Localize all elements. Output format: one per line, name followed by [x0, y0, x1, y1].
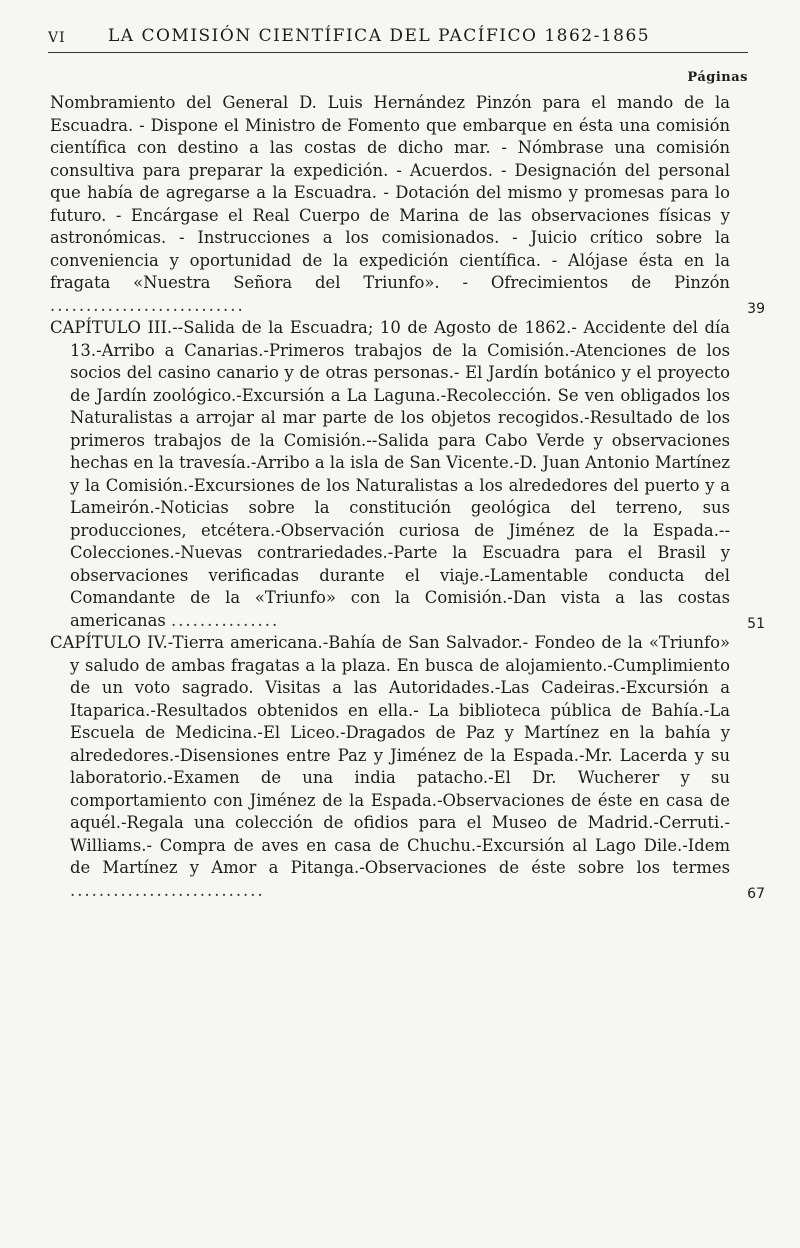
- dot-leader: ...............: [171, 610, 280, 630]
- toc-entry-body: CAPÍTULO IV.-Tierra americana.-Bahía de San Salvador.- Fondeo de la «Triunfo» y saludo de ambas fragatas a la plaza. En busca de alojamiento.-Cumplimiento de un voto sagrado. Visitas a las Autoridades.-Las Cadeiras.-Excursión a Itaparica.-Resultados obtenidos en ella.- La biblioteca pública de Bahía.-La Escuela de Medicina.-El Liceo.-Dragados de Paz y Martínez en la bahía y alrededores.-Disensiones entre Paz y Jiménez de la Espada.-Mr. Lacerda y su laboratorio.-Examen de una india patacho.-El Dr. Wucherer y su comportamiento con Jiménez de la Espada.-Observaciones de éste en casa de aquél.-Regala una colección de ofidios para el Museo de Madrid.-Cerruti.-Williams.- Compra de aves en casa de Chuchu.-Excursión al Lago Dile.-Idem de Martínez y Amor a Pitanga.-Observaciones de éste sobre los termes: [50, 633, 730, 877]
- pages-column-label: Páginas: [687, 70, 748, 85]
- toc-entry: [50, 92, 765, 317]
- toc-page-number: 67: [747, 886, 765, 902]
- dot-leader: ...........................: [70, 880, 265, 900]
- table-of-contents: [50, 92, 765, 902]
- toc-entry-text: [50, 632, 730, 902]
- running-header: [48, 20, 748, 53]
- running-title: LA COMISIÓN CIENTÍFICA DEL PACÍFICO 1862-1865: [108, 26, 651, 46]
- toc-entry-body: CAPÍTULO III.--Salida de la Escuadra; 10 de Agosto de 1862.- Accidente del día 13.-Arribo a Canarias.-Primeros trabajos de la Comisión.-Atenciones de los socios del casino canario y de otras personas.- El Jardín botánico y el proyecto de Jardín zoológico.-Excursión a La Laguna.-Recolección. Se ven obligados los Naturalistas a arrojar al mar parte de los objetos recogidos.-Resultado de los primeros trabajos de la Comisión.--Salida para Cabo Verde y observaciones hechas en la travesía.-Arribo a la isla de San Vicente.-D. Juan Antonio Martínez y la Comisión.-Excursiones de los Naturalistas a los alrededores del puerto y a Lameirón.-Noticias sobre la constitución geológica del terreno, sus producciones, etcétera.-Observación curiosa de Jiménez de la Espada.--Colecciones.-Nuevas contrariedades.-Parte la Escuadra para el Brasil y observaciones verificadas durante el viaje.-Lamentable conducta del Comandante de la «Triunfo» con la Comisión.-Dan vista a las costas americanas: [50, 318, 730, 630]
- toc-entry-body: Nombramiento del General D. Luis Hernández Pinzón para el mando de la Escuadra. - Dispone el Ministro de Fomento que embarque en ésta una comisión científica con destino a las costas de dicho mar. - Nómbrase una comisión consultiva para preparar la expedición. - Acuerdos. - Designación del personal que había de agregarse a la Escuadra. - Dotación del mismo y promesas para lo futuro. - Encárgase el Real Cuerpo de Marina de las observaciones físicas y astronómicas. - Instrucciones a los comisionados. - Juicio crítico sobre la conveniencia y oportunidad de la expedición científica. - Alójase ésta en la fragata «Nuestra Señora del Triunfo». - Ofrecimientos de Pinzón: [50, 93, 730, 292]
- toc-page-number: 51: [747, 616, 765, 632]
- toc-page-number: 39: [747, 301, 765, 317]
- dot-leader: ...........................: [50, 295, 245, 315]
- toc-entry-text: [50, 317, 730, 632]
- page-number: VI: [48, 30, 66, 46]
- toc-entry: [50, 317, 765, 632]
- toc-entry-text: [50, 92, 730, 317]
- toc-entry: [50, 632, 765, 902]
